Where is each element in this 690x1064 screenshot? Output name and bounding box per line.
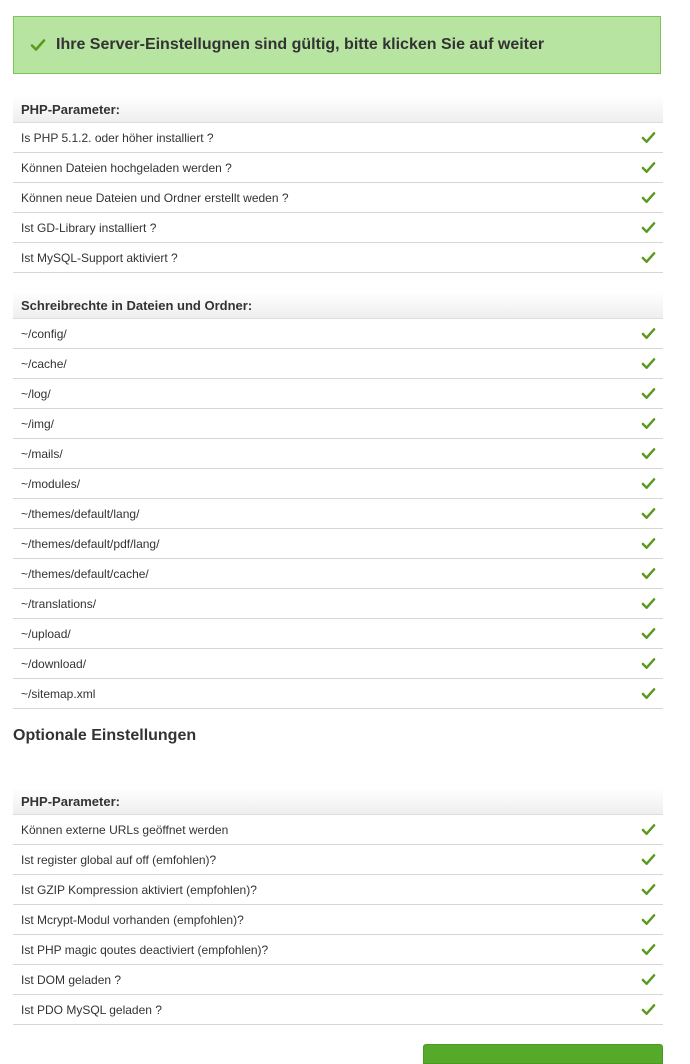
check-row (13, 439, 663, 469)
check-row (13, 319, 663, 349)
check-icon (641, 536, 656, 551)
check-row-label: Können Dateien hochgeladen werden ? (21, 160, 232, 175)
check-row (13, 679, 663, 709)
php-parameters-section (13, 96, 663, 273)
check-row-label: Is PHP 5.1.2. oder höher installiert ? (21, 130, 214, 145)
success-message: Ihre Server-Einstellugnen sind gültig, bitte klicken Sie auf weiter (56, 36, 545, 53)
check-row-label: ~/themes/default/cache/ (21, 566, 149, 581)
check-row (13, 589, 663, 619)
check-row (13, 649, 663, 679)
check-icon (641, 386, 656, 401)
check-icon (641, 626, 656, 641)
check-row (13, 213, 663, 243)
check-icon (641, 972, 656, 987)
section-header: Schreibrechte in Dateien und Ordner: (13, 292, 663, 319)
check-icon (30, 37, 46, 53)
check-row-label: Können externe URLs geöffnet werden (21, 822, 229, 837)
check-row (13, 153, 663, 183)
check-row-label: ~/cache/ (21, 356, 67, 371)
check-icon (641, 882, 656, 897)
check-row (13, 815, 663, 845)
check-icon (641, 416, 656, 431)
section-header: PHP-Parameter: (13, 788, 663, 815)
check-row (13, 123, 663, 153)
check-icon (641, 596, 656, 611)
check-icon (641, 822, 656, 837)
check-icon (641, 506, 656, 521)
check-row (13, 619, 663, 649)
check-icon (641, 130, 656, 145)
check-row (13, 243, 663, 273)
check-row-label: ~/upload/ (21, 626, 71, 641)
check-icon (641, 476, 656, 491)
check-icon (641, 656, 656, 671)
check-row (13, 559, 663, 589)
optional-parameters-section (13, 788, 663, 1025)
check-row (13, 875, 663, 905)
check-row (13, 965, 663, 995)
check-icon (641, 326, 656, 341)
check-row (13, 349, 663, 379)
check-row-label: ~/themes/default/lang/ (21, 506, 140, 521)
check-row-label: Können neue Dateien und Ordner erstellt weden ? (21, 190, 289, 205)
section-header: PHP-Parameter: (13, 96, 663, 123)
check-icon (641, 566, 656, 581)
check-row-label: ~/sitemap.xml (21, 686, 96, 701)
optional-settings-heading: Optionale Einstellungen (13, 727, 197, 744)
check-row-label: Ist register global auf off (emfohlen)? (21, 852, 217, 867)
check-row (13, 935, 663, 965)
check-row-label: ~/config/ (21, 326, 67, 341)
check-row-label: ~/download/ (21, 656, 87, 671)
check-icon (641, 912, 656, 927)
check-row (13, 529, 663, 559)
check-row (13, 499, 663, 529)
check-icon (641, 190, 656, 205)
check-icon (641, 220, 656, 235)
check-row-label: Ist GZIP Kompression aktiviert (empfohlen)? (21, 882, 257, 897)
check-row-label: Ist PDO MySQL geladen ? (21, 1002, 162, 1017)
check-row (13, 183, 663, 213)
check-icon (641, 852, 656, 867)
success-banner (13, 16, 661, 74)
check-icon (641, 686, 656, 701)
check-icon (641, 1002, 656, 1017)
check-row (13, 379, 663, 409)
write-permissions-section (13, 292, 663, 709)
check-row-label: Ist PHP magic qoutes deactiviert (empfohlen)? (21, 942, 269, 957)
check-icon (641, 250, 656, 265)
check-row-label: Ist DOM geladen ? (21, 972, 122, 987)
check-row (13, 995, 663, 1025)
check-row-label: ~/modules/ (21, 476, 81, 491)
check-row-label: Ist GD-Library installiert ? (21, 220, 157, 235)
check-icon (641, 356, 656, 371)
check-row (13, 469, 663, 499)
check-row-label: ~/log/ (21, 386, 51, 401)
check-row-label: ~/img/ (21, 416, 55, 431)
check-row-label: ~/themes/default/pdf/lang/ (21, 536, 160, 551)
check-row-label: Ist Mcrypt-Modul vorhanden (empfohlen)? (21, 912, 244, 927)
check-icon (641, 446, 656, 461)
check-row-label: Ist MySQL-Support aktiviert ? (21, 250, 178, 265)
check-icon (641, 942, 656, 957)
check-row-label: ~/translations/ (21, 596, 97, 611)
check-row (13, 845, 663, 875)
check-row-label: ~/mails/ (21, 446, 63, 461)
next-button[interactable] (423, 1044, 663, 1064)
check-row (13, 409, 663, 439)
check-row (13, 905, 663, 935)
check-icon (641, 160, 656, 175)
